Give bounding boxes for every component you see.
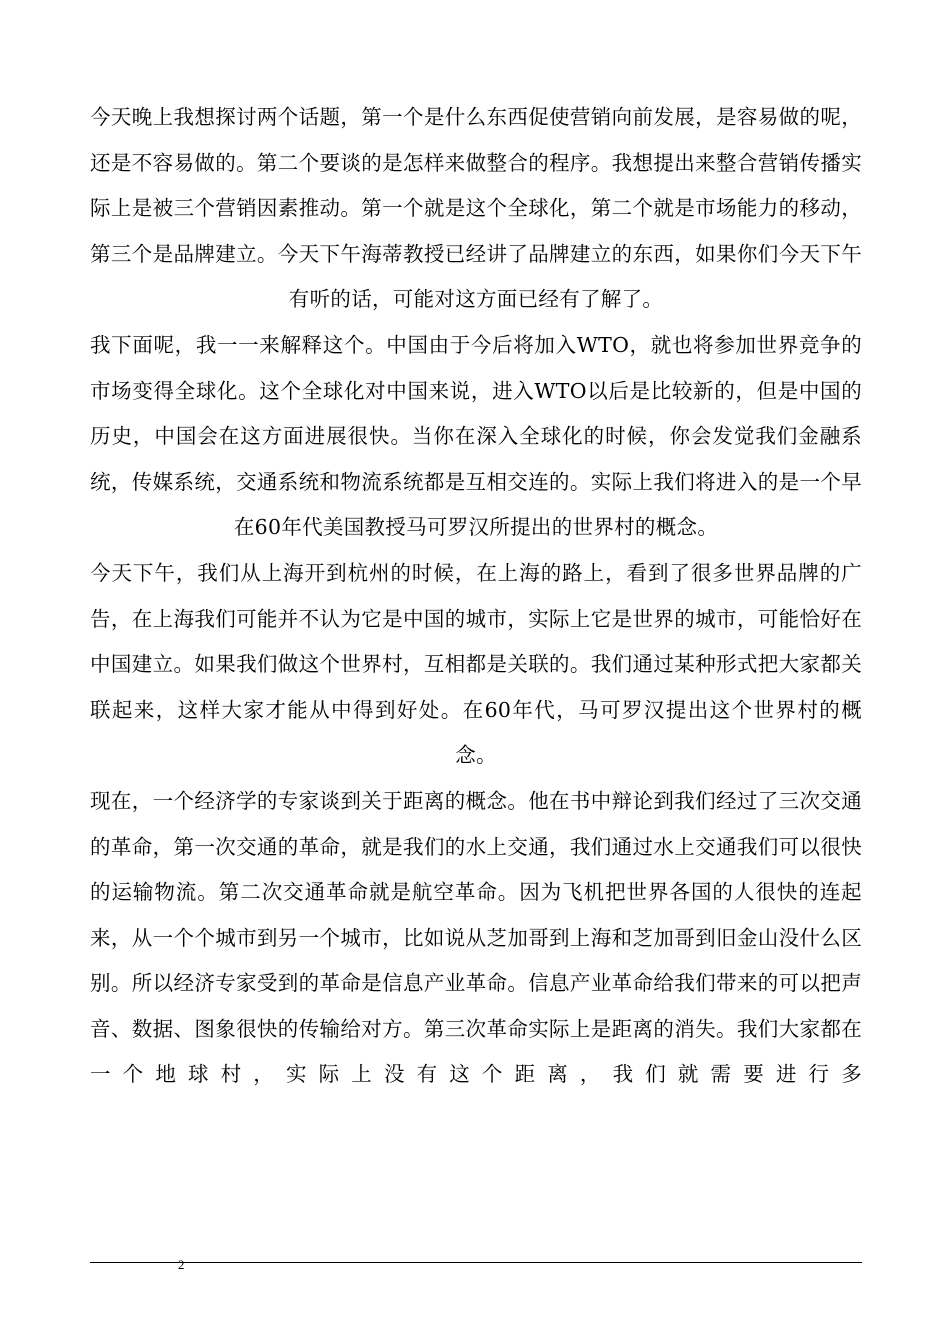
paragraph-4: 现在，一个经济学的专家谈到关于距离的概念。他在书中辩论到我们经过了三次交通的革命，第一次交通的革命，就是我们的水上交通，我们通过水上交通我们可以很快的运输物流。第二次交通革命就是航空革命。因为飞机把世界各国的人很快的连起来，从一个个城市到另一个城市，比如说从芝加哥到上海和芝加哥到旧金山没什么区别。所以经济专家受到的革命是信息产业革命。信息产业革命给我们带来的可以把声音、数据、图象很快的传输给对方。第三次革命实际上是距离的消失。我们大家都在一个地球村，实际上没有这个距离，我们就需要进行多 (90, 788, 862, 1087)
paragraph-3: 今天下午，我们从上海开到杭州的时候，在上海的路上，看到了很多世界品牌的广告，在上海我们可能并不认为它是中国的城市，实际上它是世界的城市，可能恰好在中国建立。如果我们做这个世界村，互相都是关联的。我们通过某种形式把大家都关联起来，这样大家才能从中得到好处。在60年代，马可罗汉提出这个世界村的概念。 (90, 560, 862, 768)
body-text (90, 95, 862, 1098)
paragraph-2: 我下面呢，我一一来解释这个。中国由于今后将加入WTO，就也将参加世界竞争的市场变得全球化。这个全球化对中国来说，进入WTO以后是比较新的，但是中国的历史，中国会在这方面进展很快。当你在深入全球化的时候，你会发觉我们金融系统，传媒系统，交通系统和物流系统都是互相交连的。实际上我们将进入的是一个早在60年代美国教授马可罗汉所提出的世界村的概念。 (90, 332, 862, 540)
paragraph-1: 今天晚上我想探讨两个话题，第一个是什么东西促使营销向前发展，是容易做的呢，还是不容易做的。第二个要谈的是怎样来做整合的程序。我想提出来整合营销传播实际上是被三个营销因素推动。第一个就是这个全球化，第二个就是市场能力的移动，第三个是品牌建立。今天下午海蒂教授已经讲了品牌建立的东西，如果你们今天下午有听的话，可能对这方面已经有了解了。 (90, 105, 862, 312)
footer-divider (90, 1262, 862, 1263)
page-number: 2 (178, 1257, 185, 1272)
